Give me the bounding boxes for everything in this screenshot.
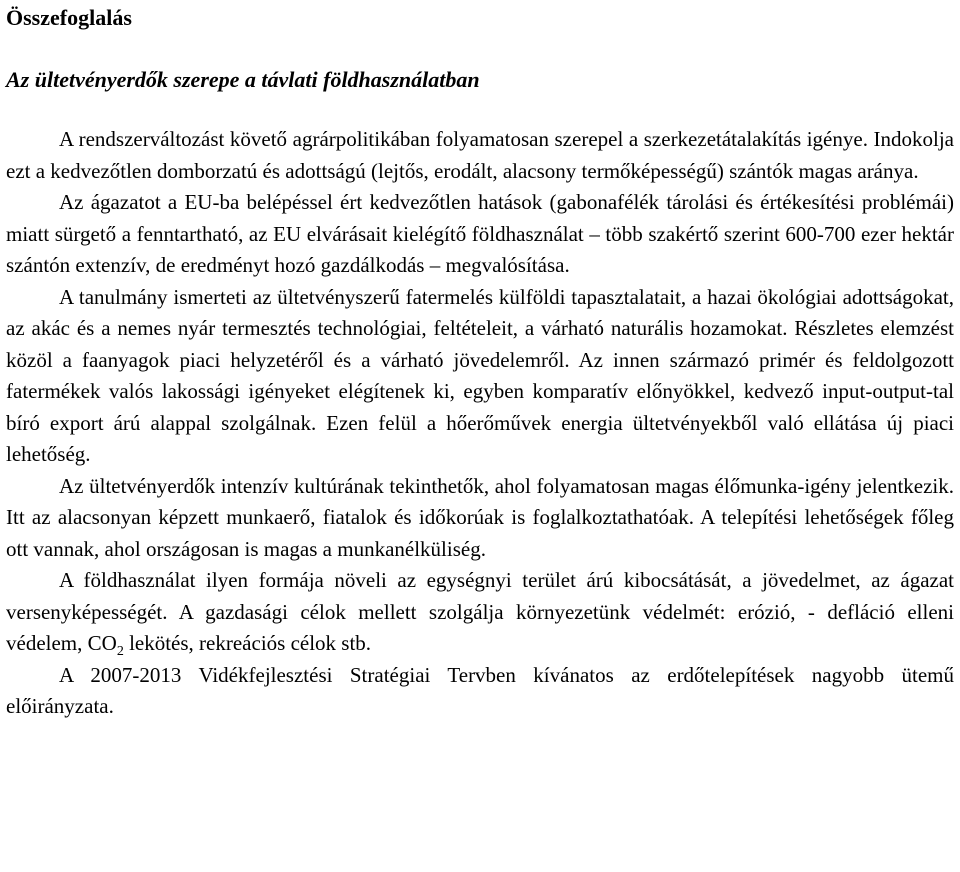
paragraph-5 [6, 565, 954, 660]
section-heading: Összefoglalás [6, 5, 132, 30]
document-page [6, 0, 954, 723]
paragraph-5-text-start: A földhasználat ilyen formája növeli az egységnyi terület árú kibocsátását, a jövedelmet, az ágazat versenyképességét. A gazdasági célok mellett szolgálja környezetünk védelmét: erózió, - defláció elleni védelem, CO [6, 568, 954, 655]
paragraph-1: A rendszerváltozást követő agrárpolitikában folyamatosan szerepel a szerkezetátalakítás igénye. Indokolja ezt a kedvezőtlen domborzatú és adottságú (lejtős, erodált, alacsony termőképességű) szántók magas aránya. [6, 127, 954, 183]
paragraph-2: Az ágazatot a EU-ba belépéssel ért kedvezőtlen hatások (gabonafélék tárolási és értékesítési problémái) miatt sürgető a fenntartható, az EU elvárásait kielégítő földhasználat – több szakértő szerint 600-700 ezer hektár szántón extenzív, de eredményt hozó gazdálkodás – megvalósítása. [6, 190, 954, 277]
section-subtitle: Az ültetvényerdők szerepe a távlati földhasználatban [6, 67, 480, 92]
paragraph-3: A tanulmány ismerteti az ültetvényszerű fatermelés külföldi tapasztalatait, a hazai ökológiai adottságokat, az akác és a nemes nyár termesztés technológiai, feltételeit, a várható naturális hozamokat. Részletes elemzést közöl a faanyagok piaci helyzetéről és a várható jövedelemről. Az innen származó primér és feldolgozott fatermékek valós lakossági igényeket elégítenek ki, egyben komparatív előnyökkel, kedvező input-output-tal bíró export árú alappal szolgálnak. Ezen felül a hőerőművek energia ültetvényekből való ellátása új piaci lehetőség. [6, 284, 954, 466]
body-text [6, 124, 954, 723]
paragraph-6: A 2007-2013 Vidékfejlesztési Stratégiai Tervben kívánatos az erdőtelepítések nagyobb ütemű előirányzata. [6, 662, 954, 718]
paragraph-4: Az ültetvényerdők intenzív kultúrának tekinthetők, ahol folyamatosan magas élőmunka-igény jelentkezik. Itt az alacsonyan képzett munkaerő, fiatalok és időkorúak is foglalkoztathatóak. A telepítési lehetőségek főleg ott vannak, ahol országosan is magas a munkanélküliség. [6, 473, 954, 561]
paragraph-5-text-end: lekötés, rekreációs célok stb. [123, 631, 372, 655]
co2-subscript: 2 [116, 644, 124, 660]
